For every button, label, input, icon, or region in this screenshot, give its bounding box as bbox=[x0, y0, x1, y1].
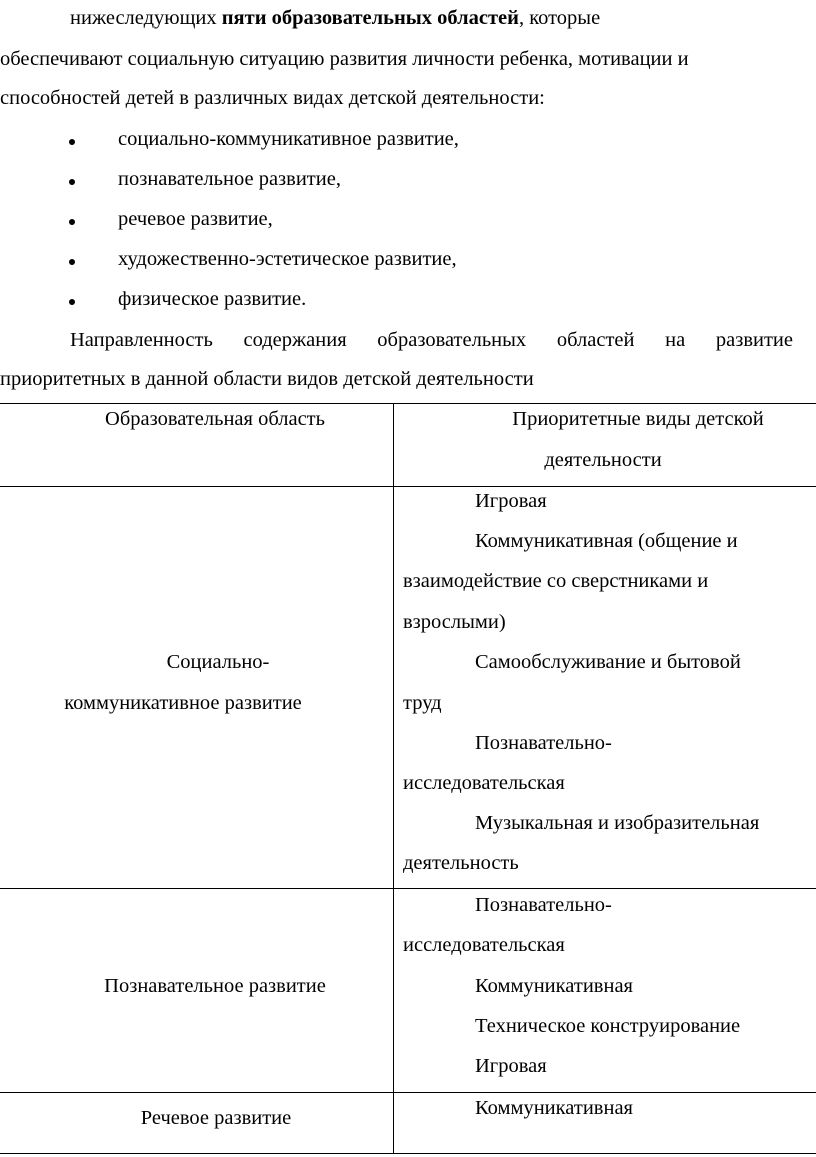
list-item-text: речевое развитие, bbox=[118, 208, 273, 230]
activity-line: Игровая bbox=[475, 490, 547, 512]
activity-line: Коммуникативная bbox=[475, 975, 633, 997]
activity-line: взаимодействие со сверстниками и bbox=[403, 570, 709, 592]
bullet-icon bbox=[69, 139, 75, 145]
activity-line: исследовательская bbox=[403, 934, 565, 956]
activity-line: Познавательно- bbox=[475, 894, 612, 916]
area-cell-line: Речевое развитие bbox=[140, 1107, 292, 1129]
intro-line-1-end: , которые bbox=[518, 7, 601, 29]
table-row-divider bbox=[0, 486, 816, 487]
intro-bold-phrase: пяти образовательных областей bbox=[221, 7, 519, 29]
activity-line: деятельность bbox=[403, 852, 519, 874]
area-cell-line: Социально- bbox=[166, 651, 270, 673]
activity-line: Техническое конструирование bbox=[475, 1015, 741, 1037]
activity-line: Коммуникативная bbox=[475, 1097, 633, 1119]
paragraph-line-2: приоритетных в данной области видов детской деятельности bbox=[0, 368, 534, 390]
table-header-activities-2: деятельности bbox=[544, 449, 662, 471]
table-border-top bbox=[0, 403, 816, 404]
activity-line: труд bbox=[403, 692, 442, 714]
table-row-divider bbox=[0, 888, 816, 889]
activity-line: Самообслуживание и бытовой bbox=[475, 651, 741, 673]
paragraph-line-1: Направленность содержания образовательных областей на развитие bbox=[70, 329, 793, 351]
table-border-bottom bbox=[0, 1153, 816, 1154]
list-item-text: познавательное развитие, bbox=[118, 168, 341, 190]
intro-line-1-start: нижеследующих bbox=[70, 7, 222, 29]
list-item-text: физическое развитие. bbox=[118, 288, 307, 310]
table-row-divider bbox=[0, 1092, 816, 1093]
intro-line-3: способностей детей в различных видах детской деятельности: bbox=[0, 87, 545, 109]
activity-line: Коммуникативная (общение и bbox=[475, 530, 738, 552]
bullet-icon bbox=[69, 219, 75, 225]
list-item-text: социально-коммуникативное развитие, bbox=[118, 128, 459, 150]
table-header-activities-1: Приоритетные виды детской bbox=[512, 408, 764, 430]
intro-line-2: обеспечивают социальную ситуацию развития личности ребенка, мотивации и bbox=[0, 48, 689, 70]
list-item-text: художественно-эстетическое развитие, bbox=[118, 248, 457, 270]
activity-line: Познавательно- bbox=[475, 732, 612, 754]
activity-line: Музыкальная и изобразительная bbox=[475, 812, 760, 834]
bullet-icon bbox=[69, 259, 75, 265]
table-column-divider bbox=[393, 403, 394, 1154]
area-cell-line: коммуникативное развитие bbox=[64, 692, 302, 714]
area-cell-line: Познавательное развитие bbox=[104, 975, 326, 997]
activity-line: взрослыми) bbox=[403, 611, 506, 633]
activity-line: исследовательская bbox=[403, 772, 565, 794]
bullet-icon bbox=[69, 179, 75, 185]
activity-line: Игровая bbox=[475, 1055, 547, 1077]
intro-line-1 bbox=[70, 6, 600, 30]
table-header-area: Образовательная область bbox=[105, 408, 325, 430]
bullet-icon bbox=[69, 299, 75, 305]
